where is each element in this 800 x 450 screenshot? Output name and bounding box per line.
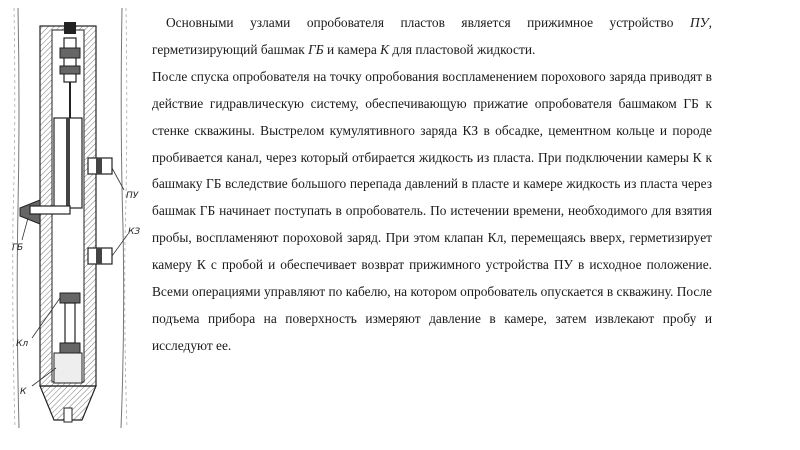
p1-term-k: К bbox=[380, 41, 390, 57]
tool-body bbox=[20, 22, 112, 422]
p1-term-pu: ПУ bbox=[689, 15, 709, 30]
p1-part-d: для пластовой жидкости. bbox=[389, 41, 536, 57]
label-gb: ГБ bbox=[12, 243, 24, 253]
paragraph-2: После спуска опробователя на точку опробования воспламенением порохового заряда приводят в действие гидравлическую систему, обеспечивающую прижатие опробователя башмаком ГБ к стенке скважины. Выстрелом кумулятивного заряда КЗ в обсадке, цементном кольце и породе пробивается канал, через который отбирается жидкость из пласта. При подключении камеры К к башмаку ГБ вследствие большого перепада давлений в пласте и камере жидкость из пласта через башмак ГБ начинает поступать в опробователь. По истечении времени, необходимого для взятия пробы, воспламеняют пороховой заряд. При этом клапан Кл, перемещаясь вверх, герметизирует камеру К с пробой и обеспечивает возврат прижимного устройства ПУ в исходное положение. Всеми операциями управляют по кабелю, на котором опробователь опускается в скважину. После подъема прибора на поверхность измеряют давление в камере, затем извлекают пробу и исследуют ее. bbox=[152, 68, 712, 353]
label-kz: КЗ bbox=[128, 227, 141, 237]
p1-part-a: Основными узлами опробователя пластов является прижимное устройство bbox=[166, 15, 690, 30]
label-kl: Кл bbox=[16, 339, 29, 349]
description-text bbox=[152, 10, 712, 360]
p1-part-b: , герметизирующий башмак bbox=[152, 15, 712, 57]
label-pu: ПУ bbox=[126, 191, 139, 201]
label-k: К bbox=[20, 387, 27, 397]
paragraph-1 bbox=[152, 10, 712, 64]
p1-term-gb: ГБ bbox=[308, 41, 324, 57]
p1-part-c: и камера bbox=[323, 41, 381, 57]
tester-drawing bbox=[10, 8, 150, 428]
